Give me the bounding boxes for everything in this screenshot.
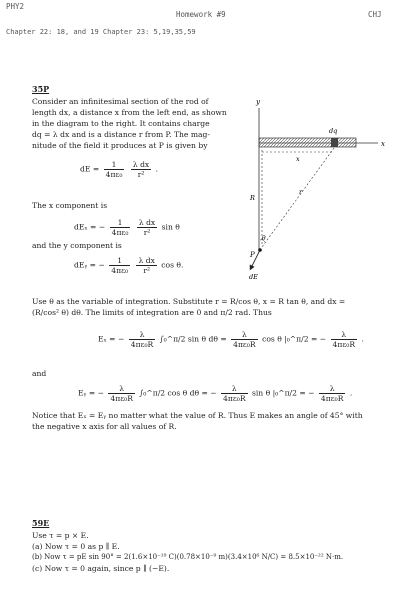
x-distance-label: x xyxy=(296,155,300,163)
charged-rod xyxy=(259,138,356,147)
problem-59e-title: 59E xyxy=(32,518,50,528)
dE-label: dE xyxy=(249,273,258,281)
chapters-line: Chapter 22: 18, and 19 Chapter 23: 5,19,35,59 xyxy=(6,28,196,36)
dq-label: dq xyxy=(329,127,338,135)
p59-line-2: (a) Now τ = 0 as p ∥ E. xyxy=(32,542,120,551)
equation-dE: dE = $\frac{1}{\text{4πε₀}}$ $\frac{\text{λ dx}}{\text{r²}}$ . xyxy=(80,160,159,179)
p35-subst-1: Use θ as the variable of integration. Substitute r = R/cos θ, x = R tan θ, and dx = xyxy=(32,297,346,306)
p35-ycomp-text: and the y component is xyxy=(32,241,122,250)
r-label: r xyxy=(299,188,303,196)
p35-intro-2: length dx, a distance x from the left end, as shown xyxy=(32,108,227,117)
problem-35p-title: 35P xyxy=(32,84,50,94)
header-title: Homework #9 xyxy=(176,10,226,19)
p59-line-3: (b) Now τ = pE sin 90° = 2(1.6×10⁻¹⁹ C)(0.78×10⁻⁹ m)(3.4×10⁶ N/C) = 8.5×10⁻²² N·m. xyxy=(32,553,344,561)
x-axis-label: x xyxy=(381,140,385,148)
p59-line-4: (c) Now τ = 0 again, since p ∥ (−E). xyxy=(32,564,170,573)
equation-dEy: dEᵧ = − $\frac{1}{\text{4πε₀}}$ $\frac{\text{λ dx}}{\text{r²}}$ cos θ. xyxy=(74,256,184,275)
equation-dEx: dEₓ = − $\frac{1}{\text{4πε₀}}$ $\frac{\text{λ dx}}{\text{r²}}$ sin θ xyxy=(74,218,180,237)
p35-subst-2: (R/cos² θ) dθ. The limits of integration are 0 and π/2 rad. Thus xyxy=(32,308,272,317)
R-label: R xyxy=(250,194,255,202)
equation-Ex: Eₓ = − $\frac{\lambda}{\text{4πε₀R}}$ ∫₀^π/2 sin θ dθ = $\frac{\lambda}{\text{4πε₀R}}$ cos θ |₀^π/2 = − $\frac{\lambda}{\text{4πε₀R}}$ . xyxy=(98,330,364,349)
header-left: PHY2 xyxy=(6,2,25,11)
p35-and-text: and xyxy=(32,369,47,378)
p35-notice-2: the negative x axis for all values of R. xyxy=(32,422,177,431)
p35-notice-1: Notice that Eₓ = Eᵧ no matter what the value of R. Thus E makes an angle of 45° with xyxy=(32,411,363,420)
p35-intro-1: Consider an infinitesimal section of the rod of xyxy=(32,97,209,106)
p59-line-1: Use τ = p × E. xyxy=(32,531,89,540)
p35-xcomp-text: The x component is xyxy=(32,201,108,210)
P-label: P xyxy=(250,251,255,259)
header-right: CHJ xyxy=(368,10,382,19)
theta-label: θ xyxy=(262,235,266,242)
p35-intro-4: dq = λ dx and is a distance r from P. The mag- xyxy=(32,130,210,139)
dq-element xyxy=(331,138,338,147)
p35-intro-5: nitude of the field it produces at P is given by xyxy=(32,141,208,150)
equation-Ey: Eᵧ = − $\frac{\lambda}{\text{4πε₀R}}$ ∫₀^π/2 cos θ dθ = − $\frac{\lambda}{\text{4πε₀R}}$ sin θ |₀^π/2 = − $\frac{\lambda}{\text{4πε₀R}}$ . xyxy=(78,384,353,403)
p35-intro-3: in the diagram to the right. It contains charge xyxy=(32,119,210,128)
y-axis-label: y xyxy=(256,98,260,106)
